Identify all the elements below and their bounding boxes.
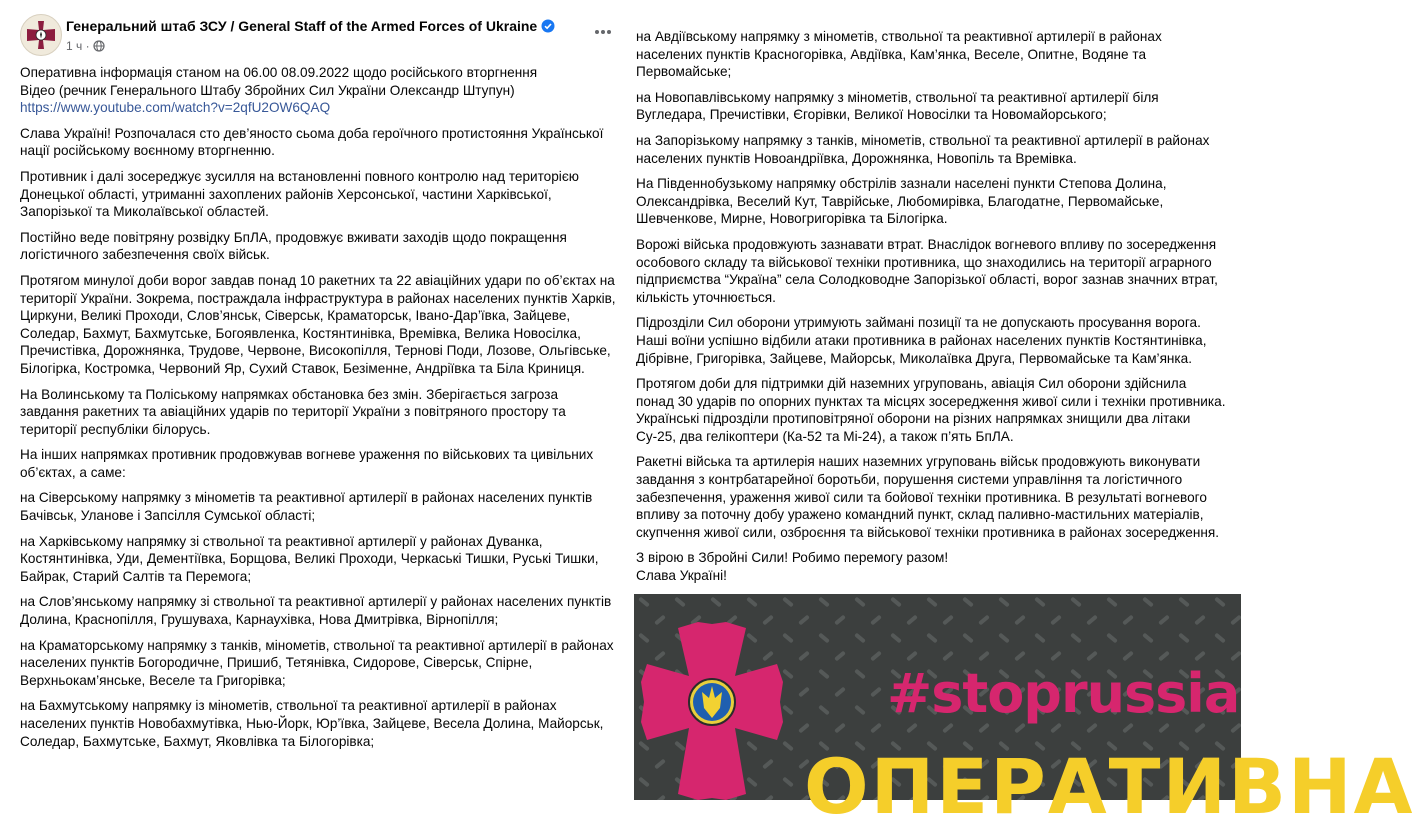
closing-line2: Слава Україні! (636, 568, 727, 584)
video-link[interactable]: https://www.youtube.com/watch?v=2qfU2OW6QAQ (20, 100, 331, 116)
post-paragraph: на Авдіївському напрямку з мінометів, ствольної та реактивної артилерії в районах населених пунктів Красногорівка, Авдіївка, Кам’янка, Веселе, Опитне, Водяне та Первомайське; (636, 29, 1162, 80)
post-paragraph: Слава Україні! Розпочалася сто дев’яносто сьома доба героїчного протистояння Української нації російському воєнному вторгненню. (20, 125, 604, 159)
post-paragraph: Противник і далі зосереджує зусилля на встановленні повного контролю над територією Донецької області, утриманні захоплених районів Херсонської, частини Харківської, Запорізької та Миколаївської областей. (20, 168, 579, 220)
page-name[interactable]: Генеральний штаб ЗСУ / General Staff of the Armed Forces of Ukraine (66, 18, 538, 34)
post-body-right (636, 28, 1226, 593)
closing-line1: З вірою в Збройні Сили! Робимо перемогу разом! (636, 550, 949, 566)
post-intro (20, 64, 620, 117)
post-paragraph: Ракетні війська та артилерія наших наземних угруповань військ продовжують виконувати завдання з контрбатарейної боротьби, порушення системи управління та логістичного забезпечення, ураження живої сили та бойової техніки противника. В результаті вогневого впливу за поточну добу уражено командний пункт, склад паливно-мастильних матеріалів, скупчення живої сили, озброєння та військової техніки противника в районах зосередження. (636, 454, 1219, 540)
post-intro-line2: Відео (речник Генерального Штабу Збройних Сил України Олександр Штупун) (20, 82, 515, 98)
post-paragraph: Постійно веде повітряну розвідку БпЛА, продовжує вживати заходів щодо покращення логістичного забезпечення своїх військ. (20, 229, 567, 263)
banner-headline: ОПЕРАТИВНА (804, 742, 1414, 831)
post-paragraph: На Південнобузькому напрямку обстрілів зазнали населені пункти Степова Долина, Олександрівка, Веселий Кут, Таврійське, Любомирівка, Благодатне, Первомайське, Шевченкове, Мирне, Новогригорівка та Білогірка. (636, 176, 1167, 227)
post-paragraph: Підрозділи Сил оборони утримують займані позиції та не допускають просування ворога. Наші воїни успішно відбили атаки противника в районах населених пунктів Костянтинівка, Дібрівне, Григорівка, Зайцеве, Майорськ, Миколаївка Друга, Первомайське та Кам’янка. (636, 315, 1207, 366)
banner-hashtag: #stoprussia (887, 662, 1240, 725)
more-options-icon[interactable] (592, 24, 614, 40)
post-paragraph: на Бахмутському напрямку із мінометів, ствольної та реактивної артилерії в районах населених пунктів Новобахмутівка, Нью-Йорк, Юр’ївка, Зайцеве, Весела Долина, Майорськ, Соледар, Бахмутське, Бахмут, Яковлівка та Білогорівка; (20, 698, 604, 749)
post-paragraph: На Волинському та Поліському напрямках обстановка без змін. Зберігається загроза завдання ракетних та авіаційних ударів по території України з повітряного простору та території республіки білорусь. (20, 386, 566, 437)
post-body-left (20, 64, 620, 758)
post-paragraph: Ворожі війська продовжують зазнавати втрат. Внаслідок вогневого впливу по зосередження особового складу та військової техніки противника, що знаходились на території аграрного підприємства “Україна” села Солодководне Запорізької області, ворог зазнав значних втрат, кількість уточнюється. (636, 236, 1218, 305)
post-time[interactable]: 1 ч (66, 39, 83, 53)
post-image[interactable] (634, 594, 1414, 831)
post-left-column (0, 0, 628, 800)
post-header (20, 14, 620, 58)
post-paragraph: На інших напрямках противник продовжував вогневе ураження по військових та цивільних об’єктах, а саме: (20, 447, 594, 480)
post-paragraph: на Новопавлівському напрямку з мінометів, ствольної та реактивної артилерії біля Вугледара, Пречистівки, Єгорівки, Великої Новосілки та Новомайорського; (636, 89, 1159, 123)
post-closing (636, 549, 1226, 584)
post-meta: 1 ч · (66, 39, 105, 53)
verified-badge-icon (541, 19, 555, 36)
post-intro-line1: Оперативна інформація станом на 06.00 08.09.2022 щодо російського вторгнення (20, 65, 538, 80)
avatar[interactable] (20, 14, 62, 56)
post-paragraph: на Запорізькому напрямку з танків, мінометів, ствольної та реактивної артилерії в районах населених пунктів Новоандріївка, Дорожнянка, Новопіль та Времівка. (636, 132, 1210, 166)
post-paragraph: Протягом минулої доби ворог завдав понад 10 ракетних та 22 авіаційних удари по об’єктах на території України. Зокрема, постраждала інфраструктура в районах населених пунктів Харків, Циркуни, Великі Проходи, Слов’янськ, Сіверськ, Краматорськ, Івано-Дар’ївка, Зайцеве, Соледар, Бахмут, Бахмутське, Богоявленка, Костянтинівка, Времівка, Велика Новосілка, Пречистівка, Дорожнянка, Трудове, Червоне, Високопілля, Тернові Поди, Лозове, Ольгівське, Білогірка, Костромка, Червоний Яр, Сухий Ставок, Безіменне, Андріївка та Біла Криниця. (20, 272, 616, 376)
globe-icon (93, 40, 105, 52)
post-paragraph: на Слов’янському напрямку зі ствольної та реактивної артилерії у районах населених пунктів Долина, Краснопілля, Грушуваха, Карнаухівка, Нова Дмитрівка, Вірнопілля; (20, 594, 612, 628)
post-paragraph: на Сіверському напрямку з мінометів та реактивної артилерії в районах населених пунктів Бачівськ, Уланове і Запсілля Сумської області; (20, 490, 593, 524)
post-right-column (628, 0, 1414, 831)
post-paragraph: на Харківському напрямку зі ствольної та реактивної артилерії у районах Дуванка, Костянтинівка, Уди, Дементіївка, Борщова, Великі Проходи, Черкаські Тишки, Руські Тишки, Байрак, Старий Салтів та Перемога; (20, 533, 599, 584)
page-name-link[interactable] (66, 18, 555, 36)
post-paragraph: на Краматорському напрямку з танків, мінометів, ствольної та реактивної артилерії в районах населених пунктів Богородичне, Пришиб, Тетянівка, Сидорове, Сіверськ, Спірне, Верхньокам’янське, Веселе та Григорівка; (20, 637, 614, 688)
armed-forces-cross-emblem-icon (21, 15, 61, 55)
post-paragraph: Протягом доби для підтримки дій наземних угруповань, авіація Сил оборони здійснила понад 30 ударів по опорних пунктах та місцях зосередження живої сили і техніки противника. Українські підрозділи протиповітряної оборони на різних напрямках знищили два літаки Су-25, два гелікоптери (Ка-52 та Мі-24), а також п’ять БпЛА. (636, 376, 1226, 444)
